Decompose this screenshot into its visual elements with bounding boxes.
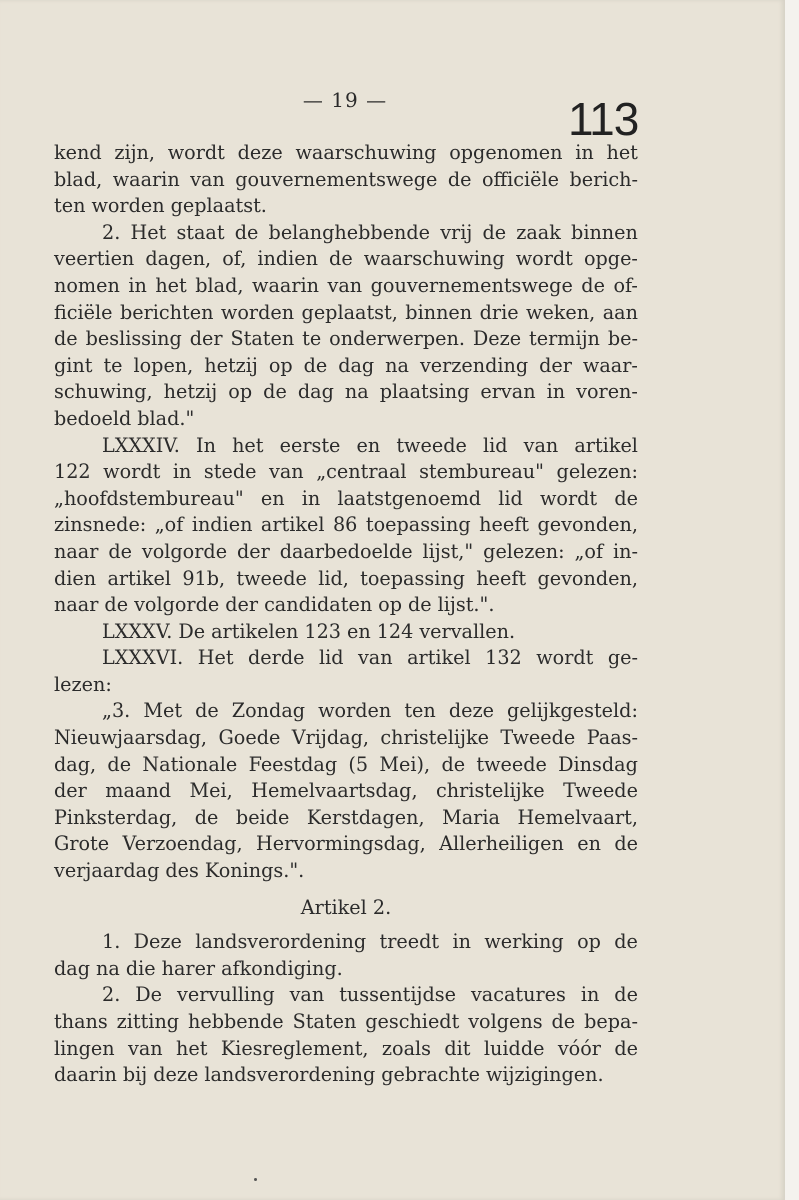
text-line: ficiële berichten worden geplaatst, binnen drie weken, aan [54, 300, 638, 324]
paragraph-group-article [54, 929, 638, 1089]
text-line: LXXXVI. Het derde lid van artikel 132 wordt ge- [102, 646, 638, 670]
text-line: LXXXV. De artikelen 123 en 124 vervallen. [102, 619, 516, 643]
text-line: dag na die harer afkondiging. [54, 956, 343, 980]
paragraph [54, 220, 638, 433]
body-text [54, 140, 638, 1089]
page-number: — 19 — [302, 88, 388, 112]
text-line: naar de volgorde der daarbedoelde lijst," gelezen: „of in- [54, 539, 638, 563]
stamped-page-number: 113 [568, 93, 639, 145]
text-line: bedoeld blad." [54, 406, 195, 430]
text-line: lezen: [54, 672, 112, 696]
paragraph [54, 619, 638, 646]
paragraph [54, 982, 638, 1088]
text-line: „3. Met de Zondag worden ten deze gelijkgesteld: [102, 699, 638, 723]
paragraph [54, 140, 638, 220]
text-line: Pinksterdag, de beide Kerstdagen, Maria Hemelvaart, [54, 805, 638, 829]
text-line: 1. Deze landsverordening treedt in werking op de [102, 930, 638, 954]
text-line: nomen in het blad, waarin van gouvernementswege de of- [54, 273, 638, 297]
text-line: daarin bij deze landsverordening gebrachte wijzigingen. [54, 1063, 604, 1087]
paragraph-group-main [54, 140, 638, 885]
text-line: schuwing, hetzij op de dag na plaatsing ervan in voren- [54, 380, 638, 404]
text-line: 2. Het staat de belanghebbende vrij de zaak binnen [102, 220, 638, 244]
text-line: lingen van het Kiesreglement, zoals dit luidde vóór de [54, 1036, 638, 1060]
text-line: blad, waarin van gouvernementswege de officiële berich- [54, 167, 638, 191]
paragraph [54, 433, 638, 619]
text-line: 122 wordt in stede van „centraal stembureau" gelezen: [54, 460, 638, 484]
text-line: kend zijn, wordt deze waarschuwing opgenomen in het [54, 141, 638, 164]
paragraph [54, 698, 638, 884]
paragraph [54, 929, 638, 982]
text-line: „hoofdstembureau" en in laatstgenoemd lid wordt de [54, 486, 638, 510]
text-line: dien artikel 91b, tweede lid, toepassing heeft gevonden, [54, 566, 638, 590]
text-line: veertien dagen, of, indien de waarschuwing wordt opge- [54, 247, 638, 271]
text-line: Nieuwjaarsdag, Goede Vrijdag, christelijke Tweede Paas- [54, 726, 638, 750]
text-line: dag, de Nationale Feestdag (5 Mei), de tweede Dinsdag [54, 752, 638, 776]
text-line: thans zitting hebbende Staten geschiedt volgens de bepa- [54, 1010, 638, 1033]
text-line: Grote Verzoendag, Hervormingsdag, Allerheiligen en de [54, 832, 638, 856]
text-line: LXXXIV. In het eerste en tweede lid van artikel [102, 433, 638, 457]
text-line: de beslissing der Staten te onderwerpen. Deze termijn be- [54, 327, 638, 351]
text-line: ten worden geplaatst. [54, 194, 267, 218]
text-line: der maand Mei, Hemelvaartsdag, christelijke Tweede [54, 779, 638, 803]
text-line: verjaardag des Konings.". [54, 859, 305, 883]
paragraph [54, 645, 638, 698]
scan-margin [785, 0, 799, 1200]
text-line: 2. De vervulling van tussentijdse vacatures in de [102, 983, 638, 1007]
text-line: naar de volgorde der candidaten op de lijst.". [54, 593, 495, 617]
page-speck [254, 1178, 257, 1181]
text-line: gint te lopen, hetzij op de dag na verzending der waar- [54, 353, 638, 377]
text-line: zinsnede: „of indien artikel 86 toepassing heeft gevonden, [54, 513, 638, 537]
article-heading: Artikel 2. [300, 895, 392, 919]
